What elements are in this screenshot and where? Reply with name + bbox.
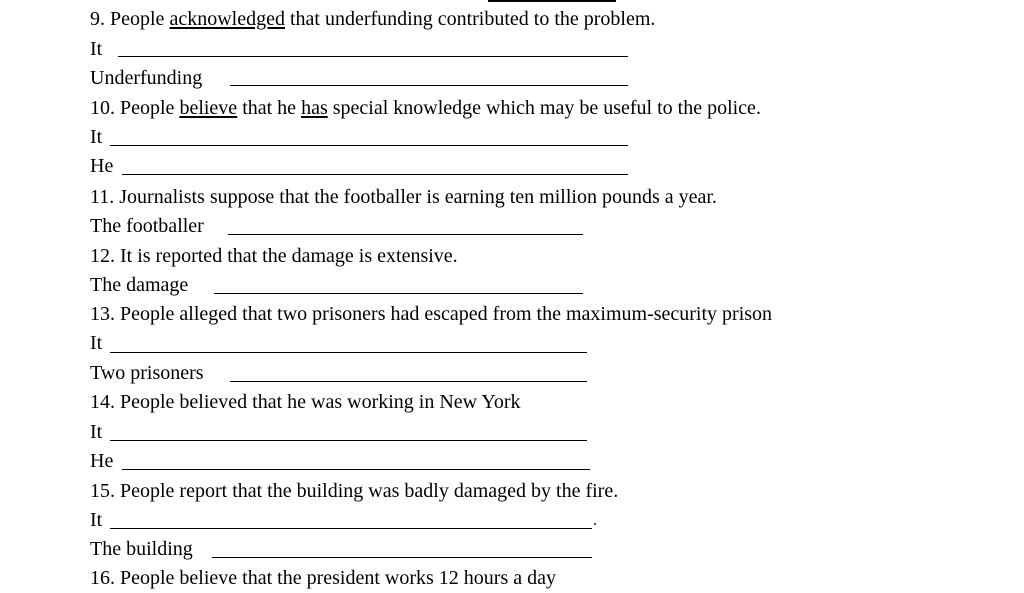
answer-13-prisoners-label: Two prisoners [90,362,204,384]
answer-10-it-blank[interactable] [110,145,628,146]
answer-14-it-blank[interactable] [110,440,587,441]
question-9 [90,5,655,34]
answer-9-it-label: It [90,38,103,60]
answer-14-he-label: He [90,450,114,472]
answer-10-he-label: He [90,155,114,177]
answer-14-he-blank[interactable] [122,469,590,470]
answer-14-it-label: It [90,421,103,443]
question-12: 12. It is reported that the damage is extensive. [90,245,458,267]
answer-15-building-blank[interactable] [212,557,592,558]
question-10-pre: 10. People [90,97,180,119]
answer-10-it-label: It [90,126,103,148]
question-14: 14. People believed that he was working in New York [90,391,521,413]
answer-10-he-blank[interactable] [122,174,628,175]
answer-11-footballer-label: The footballer [90,215,204,237]
question-13: 13. People alleged that two prisoners had escaped from the maximum-security prison [90,303,773,325]
question-9-post: that underfunding contributed to the problem. [284,8,656,30]
question-9-pre: 9. People [90,8,170,30]
answer-15-building-label: The building [90,538,193,560]
answer-9-underfunding-label: Underfunding [90,67,203,89]
question-10-verb-has: has [301,97,328,119]
question-10 [90,94,761,123]
answer-15-it-label: It [90,509,103,531]
question-11: 11. Journalists suppose that the footballer is earning ten million pounds a year. [90,186,717,208]
question-9-verb: acknowledged [169,8,285,30]
answer-13-it-label: It [90,332,103,354]
question-15: 15. People report that the building was badly damaged by the fire. [90,480,619,502]
answer-12-damage-label: The damage [90,274,189,296]
answer-11-footballer-blank[interactable] [228,234,583,235]
answer-15-it-blank[interactable] [110,528,592,529]
answer-12-damage-blank[interactable] [214,293,583,294]
answer-9-it-blank[interactable] [118,56,628,57]
answer-13-prisoners-blank[interactable] [230,381,587,382]
top-rule [488,0,616,2]
answer-9-underfunding-blank[interactable] [230,85,628,86]
answer-15-period: . [593,512,597,529]
question-16: 16. People believe that the president works 12 hours a day [90,567,556,589]
question-10-verb-believe: believe [179,97,238,119]
answer-13-it-blank[interactable] [110,352,587,353]
question-10-mid: that he [237,97,302,119]
question-10-post: special knowledge which may be useful to the police. [327,97,761,119]
